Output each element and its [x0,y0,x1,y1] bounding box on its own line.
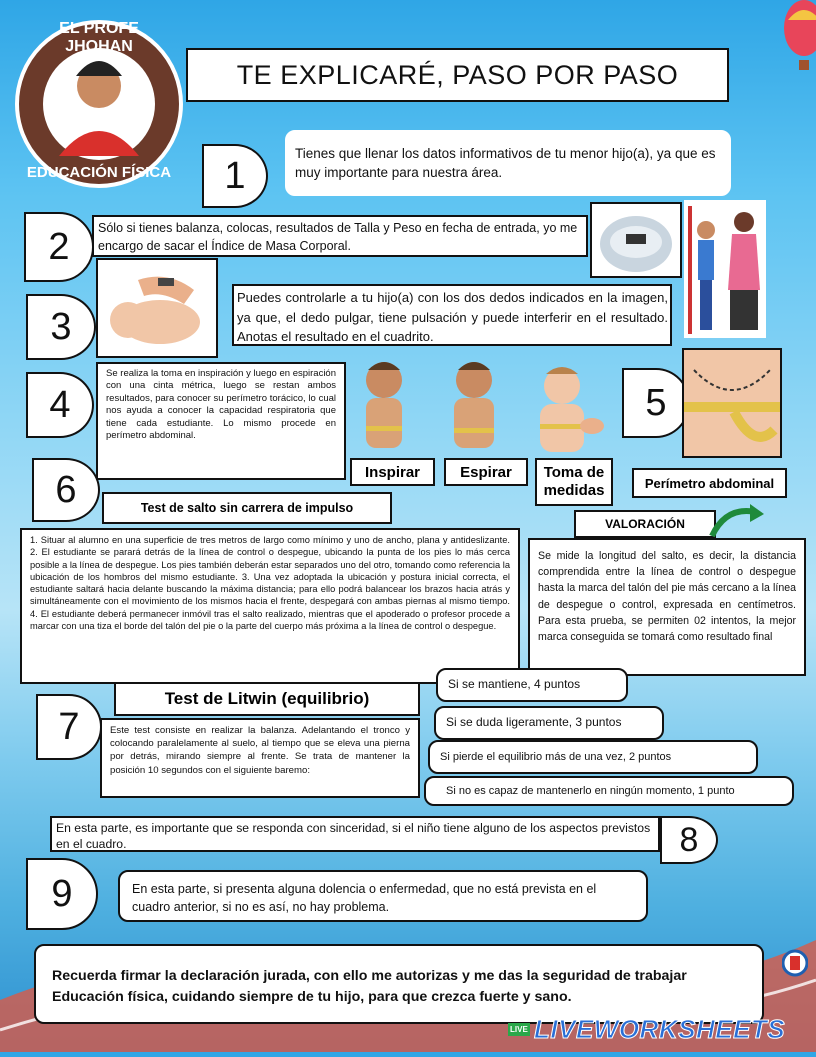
step-number-5: 5 [622,368,690,438]
child-measure-image [522,360,608,456]
step-number-3: 3 [26,294,96,360]
logo-top-text: EL PROFE JHOHAN [59,20,139,55]
step-number-9: 9 [26,858,98,930]
scale-image [590,202,682,278]
step2-text: Sólo si tienes balanza, colocas, resultados de Talla y Peso en fecha de entrada, yo me encargo de sacar el Índice de Masa Corporal. [92,215,588,257]
step-number-8: 8 [660,816,718,864]
baremo-item-2: Si se duda ligeramente, 3 puntos [434,706,664,740]
step-number-7: 7 [36,694,102,760]
abdomen-image [682,348,782,458]
step6-title: Test de salto sin carrera de impulso [102,492,392,524]
valoracion-text: Se mide la longitud del salto, es decir, la distancia comprendida entre la línea de control o despegue hasta la marca del talón del pie más cercano a la línea de despegue o control, expresada en centímetros. Para esta prueba, se permiten 02 intentos, la mejor marca conseguida se tomará como resultado final [528,538,806,676]
baremo-item-4: Si no es capaz de mantenerlo en ningún momento, 1 punto [424,776,794,806]
background-balloon [782,0,816,78]
child-inspire-image [354,356,416,454]
height-measure-image [684,200,766,338]
step7-text: Este test consiste en realizar la balanza. Adelantando el tronco y colocando paralelamente al suelo, al tiempo que se eleva una pierna por detrás, mirando siempre al frente. Se trata de mantener la posición 10 segundos con el siguiente baremo: [100,718,420,798]
step-number-2: 2 [24,212,94,282]
step6-text: 1. Situar al alumno en una superficie de tres metros de largo como mínimo y uno de ancho, plana y antideslizante. 2. El estudiante se parará detrás de la línea de control o despegue, ubicando la punta de los pies lo más cerca posible a la línea de despegue. Los pies también deberán estar separados uno del otro, tomando como referencia la ubicación de los hombros del mismo estudiante. 3. Una vez adoptada la ubicación y postura inicial correcta, el estudiante saltará hacia delante buscando la máxima distancia; para ello podrá balancear los brazos hacia atrás y simultáneamente con el movimiento de los mismos hacia el frente, despegará con ambas piernas al mismo tiempo. 4. El estudiante deberá permanecer inmóvil tras el salto realizado, mientras que el apoderado o profesor procede a marcar con una tiza el borde del talón del pie o la parte del cuerpo más próxima a la línea de control o despegue. [20,528,520,684]
baremo-item-3: Si pierde el equilibrio más de una vez, 2 puntos [428,740,758,774]
label-espirar: Espirar [444,458,528,486]
profe-logo [14,6,184,202]
step9-text: En esta parte, si presenta alguna dolencia o enfermedad, que no está prevista en el cuadro anterior, si no es así, no hay problema. [118,870,648,922]
label-inspirar: Inspirar [350,458,435,486]
step4-text: Se realiza la toma en inspiración y luego en espiración con una cinta métrica, luego se restan ambos resultados, para conocer su perímetro torácico, lo cual nos ayuda a conocer la capacidad respiratoria que tiene cada estudiante. Lo mismo procede en perímetro abdominal. [96,362,346,480]
pulse-image [96,258,218,358]
step-number-4: 4 [26,372,94,438]
title-banner [186,48,729,102]
step3-text: Puedes controlarle a tu hijo(a) con los dos dedos indicados en la imagen, ya que, el dedo pulgar, tiene pulsación y puede interferir en el resultado. Anotas el resultado en el cuadrito. [232,284,672,346]
step-number-1: 1 [202,144,268,208]
final-note: Recuerda firmar la declaración jurada, con ello me autorizas y me das la seguridad de trabajar Educación física, cuidando siempre de tu hijo, para que crezca fuerte y sano. [34,944,764,1024]
label-perimetro-abdominal: Perímetro abdominal [632,468,787,498]
liveworksheets-logo [508,1012,808,1046]
step8-text: En esta parte, es importante que se responda con sinceridad, si el niño tiene alguno de los aspectos previstos en el cuadro. [50,816,660,852]
live-icon: LIVE [508,1023,530,1036]
curved-arrow-icon [706,502,768,542]
liveworksheets-wordmark: LIVEWORKSHEETS [534,1013,786,1044]
page-title: TE EXPLICARÉ, PASO POR PASO [236,59,679,90]
valoracion-title: VALORACIÓN [574,510,716,538]
label-toma-medidas: Toma de medidas [535,458,613,506]
baremo-item-1: Si se mantiene, 4 puntos [436,668,628,702]
ef-badge-icon [782,944,808,982]
step7-title: Test de Litwin (equilibrio) [114,682,420,716]
step1-text: Tienes que llenar los datos informativos de tu menor hijo(a), ya que es muy importante para nuestra área. [285,130,731,196]
step-number-6: 6 [32,458,100,522]
logo-bottom-text: EDUCACIÓN FÍSICA [26,164,172,181]
child-expire-image [440,356,508,454]
